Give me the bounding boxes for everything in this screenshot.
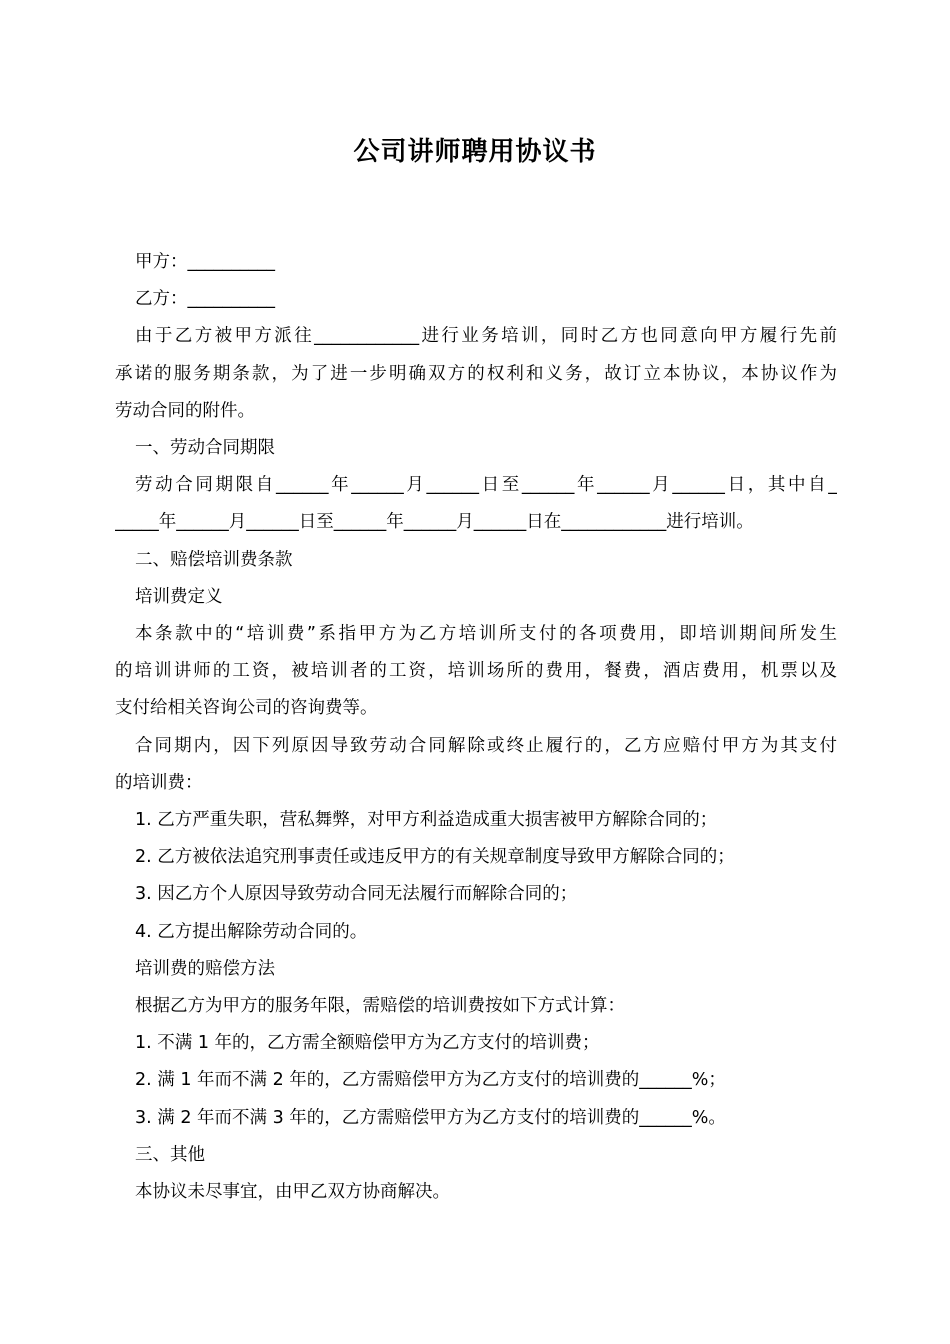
definition-line: 的培训讲师的工资，被培训者的工资，培训场所的费用，餐费，酒店费用，机票以及 xyxy=(115,661,837,682)
party-a-line: 甲方：__________ xyxy=(135,252,275,272)
subheading-method: 培训费的赔偿方法 xyxy=(135,958,275,979)
conditions-intro-line: 合同期内，因下列原因导致劳动合同解除或终止履行的，乙方应赔付甲方为其支付 xyxy=(135,735,837,756)
other-line: 本协议未尽事宜，由甲乙双方协商解决。 xyxy=(135,1182,450,1203)
definition-line: 支付给相关咨询公司的咨询费等。 xyxy=(115,698,378,719)
subheading-definition: 培训费定义 xyxy=(135,586,223,607)
method-item: 3. 满 2 年而不满 3 年的，乙方需赔偿甲方为乙方支付的培训费的______%。 xyxy=(135,1107,726,1128)
condition-item: 2. 乙方被依法追究刑事责任或违反甲方的有关规章制度导致甲方解除合同的； xyxy=(135,847,735,868)
method-intro-line: 根据乙方为甲方的服务年限，需赔偿的培训费按如下方式计算： xyxy=(135,996,625,1017)
term-line: 劳动合同期限自______年______月______日至______年______月______日，其中自_ xyxy=(135,475,837,496)
preamble-line: 劳动合同的附件。 xyxy=(115,400,255,421)
term-line: _____年______月______日至______年______月______日在____________进行培训。 xyxy=(115,512,754,533)
document-body xyxy=(115,244,837,1211)
condition-item: 4. 乙方提出解除劳动合同的。 xyxy=(135,921,368,942)
preamble-line: 承诺的服务期条款，为了进一步明确双方的权利和义务，故订立本协议，本协议作为 xyxy=(115,363,837,384)
method-item: 1. 不满 1 年的，乙方需全额赔偿甲方为乙方支付的培训费； xyxy=(135,1033,600,1054)
conditions-intro-line: 的培训费： xyxy=(115,772,203,793)
section-heading-compensation: 二、赔偿培训费条款 xyxy=(135,549,293,570)
party-b-line: 乙方：__________ xyxy=(135,289,275,310)
section-heading-other: 三、其他 xyxy=(135,1144,205,1165)
condition-item: 3. 因乙方个人原因导致劳动合同无法履行而解除合同的； xyxy=(135,884,578,905)
preamble-line: 由于乙方被甲方派往____________进行业务培训，同时乙方也同意向甲方履行先前 xyxy=(135,326,837,347)
method-item: 2. 满 1 年而不满 2 年的，乙方需赔偿甲方为乙方支付的培训费的______%； xyxy=(135,1070,726,1091)
document-title: 公司讲师聘用协议书 xyxy=(353,137,597,167)
section-heading-term: 一、劳动合同期限 xyxy=(135,438,275,459)
condition-item: 1. 乙方严重失职，营私舞弊，对甲方利益造成重大损害被甲方解除合同的； xyxy=(135,810,718,831)
definition-line: 本条款中的“培训费”系指甲方为乙方培训所支付的各项费用，即培训期间所发生 xyxy=(135,624,837,645)
